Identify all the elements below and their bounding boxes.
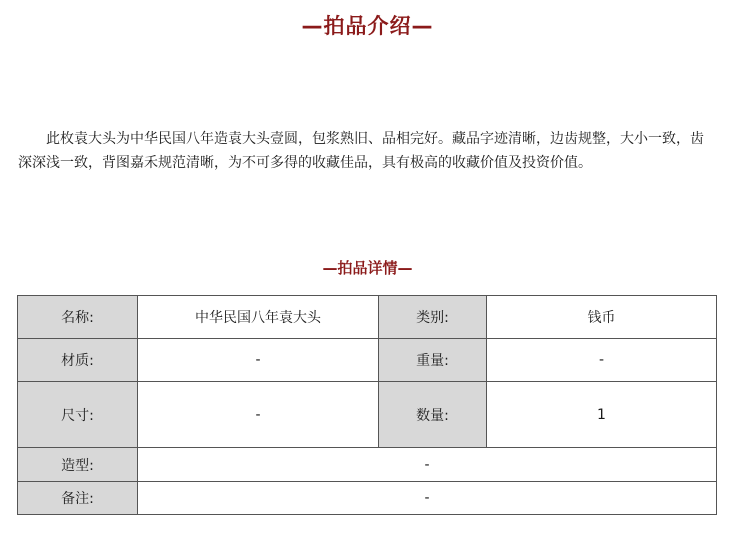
remark-value: -: [138, 482, 717, 515]
weight-value: -: [487, 339, 717, 382]
table-row: [18, 339, 717, 382]
table-row: [18, 382, 717, 448]
category-value: 钱币: [487, 296, 717, 339]
size-label: 尺寸:: [18, 382, 138, 448]
category-label: 类别:: [379, 296, 487, 339]
weight-label: 重量:: [379, 339, 487, 382]
table-row: [18, 482, 717, 515]
name-value: 中华民国八年袁大头: [138, 296, 379, 339]
shape-value: -: [138, 448, 717, 482]
quantity-value: 1: [487, 382, 717, 448]
details-table: [17, 295, 717, 515]
intro-paragraph: 此枚袁大头为中华民国八年造袁大头壹圆，包浆熟旧、品相完好。藏品字迹清晰，边齿规整，大小一致，齿深深浅一致，背图嘉禾规范清晰，为不可多得的收藏佳品，具有极高的收藏价值及投资价值。: [18, 131, 704, 171]
details-section-title: —拍品详情—: [322, 259, 413, 277]
size-value: -: [138, 382, 379, 448]
table-row: [18, 448, 717, 482]
table-row: [18, 296, 717, 339]
material-label: 材质:: [18, 339, 138, 382]
intro-section-title: —拍品介绍—: [301, 14, 434, 38]
remark-label: 备注:: [18, 482, 138, 515]
quantity-label: 数量:: [379, 382, 487, 448]
shape-label: 造型:: [18, 448, 138, 482]
material-value: -: [138, 339, 379, 382]
name-label: 名称:: [18, 296, 138, 339]
